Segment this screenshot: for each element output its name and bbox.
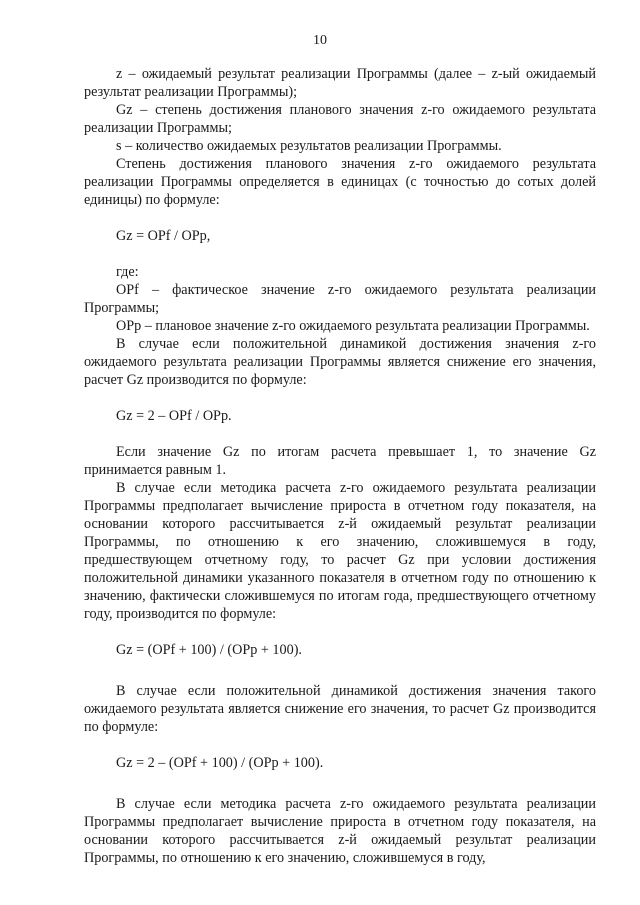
page-number: 10: [313, 33, 327, 48]
paragraph-decrease-case: В случае если положительной динамикой достижения значения z-го ожидаемого результата реализации Программы является снижение его значения, расчет Gz производится по формуле:: [84, 336, 596, 388]
paragraph-growth-method: В случае если методика расчета z-го ожидаемого результата реализации Программы предполагает вычисление прироста в отчетном году показателя, на основании которого рассчитывается z-й ожидаемый результат реализации Программы, по отношению к его значению, сложившемуся в году, предшествующем отчетному году, то расчет Gz при условии достижения положительной динамики указанного показателя в отчетном году по отношению к значению, фактически сложившемуся по итогам года, предшествующего отчетному году, производится по формуле:: [84, 480, 596, 622]
formula-gz-decrease: Gz = 2 – OPf / OPp.: [116, 408, 232, 424]
paragraph-degree-definition: Степень достижения планового значения z-го ожидаемого результата реализации Программы определяется в единицах (с точностью до сотых долей единицы) по формуле:: [84, 156, 596, 208]
definition-gz: Gz – степень достижения планового значения z-го ожидаемого результата реализации Программы;: [84, 102, 596, 136]
where-label: где:: [116, 264, 139, 280]
document-body: [84, 65, 596, 867]
paragraph-cap-rule: Если значение Gz по итогам расчета превышает 1, то значение Gz принимается равным 1.: [84, 444, 596, 478]
paragraph-growth-method-continued: В случае если методика расчета z-го ожидаемого результата реализации Программы предполагает вычисление прироста в отчетном году показателя, на основании которого рассчитывается z-й ожидаемый результат реализации Программы, по отношению к его значению, сложившемуся в году,: [84, 796, 596, 866]
formula-gz-growth: Gz = (OPf + 100) / (OPp + 100).: [116, 642, 302, 658]
definition-opf: OPf – фактическое значение z-го ожидаемого результата реализации Программы;: [84, 282, 596, 316]
paragraph-growth-decrease-case: В случае если положительной динамикой достижения значения такого ожидаемого результата является снижение его значения, то расчет Gz производится по формуле:: [84, 683, 596, 735]
definition-z: z – ожидаемый результат реализации Программы (далее – z-ый ожидаемый результат реализации Программы);: [84, 66, 596, 100]
formula-gz-basic: Gz = OPf / OPp,: [116, 228, 211, 244]
definition-opp: OPp – плановое значение z-го ожидаемого результата реализации Программы.: [116, 318, 590, 334]
formula-gz-growth-decrease: Gz = 2 – (OPf + 100) / (OPp + 100).: [116, 755, 324, 771]
definition-s: s – количество ожидаемых результатов реализации Программы.: [116, 138, 502, 154]
